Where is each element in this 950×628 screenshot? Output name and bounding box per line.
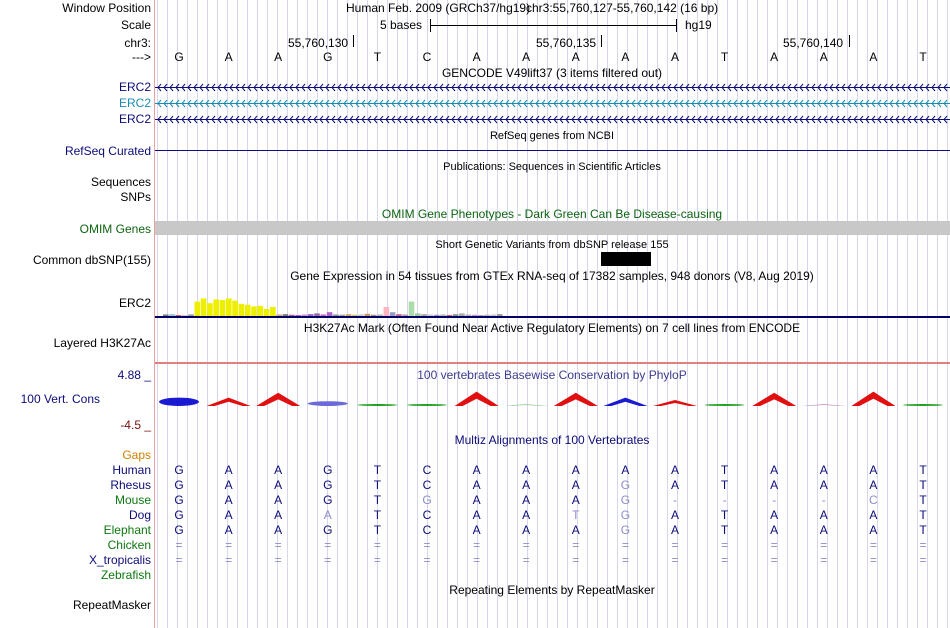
- alignment-base: =: [274, 553, 282, 567]
- alignment-base: =: [721, 538, 729, 552]
- alignment-base: -: [821, 493, 826, 507]
- alignment-base: =: [373, 553, 381, 567]
- alignment-base: =: [919, 538, 927, 552]
- alignment-base: =: [473, 553, 481, 567]
- phylop-base-mark: [554, 393, 598, 406]
- alignment-base: G: [323, 478, 333, 492]
- assembly-text: Human Feb. 2009 (GRCh37/hg19): [346, 1, 531, 15]
- gtex-tissue-bar[interactable]: [220, 300, 226, 316]
- gtex-tissue-bar[interactable]: [201, 298, 207, 316]
- reference-base: A: [224, 50, 233, 64]
- alignment-base: A: [274, 493, 283, 507]
- alignment-base: =: [225, 553, 233, 567]
- alignment-base: A: [571, 463, 580, 477]
- alignment-base: A: [522, 493, 531, 507]
- gtex-tissue-bar[interactable]: [245, 305, 251, 316]
- alignment-base: C: [422, 523, 432, 537]
- alignment-base: T: [373, 493, 382, 507]
- alignment-base: T: [720, 463, 729, 477]
- alignment-base: T: [373, 523, 382, 537]
- phylop-base-mark: [653, 400, 697, 406]
- reference-base: T: [373, 50, 382, 64]
- alignment-base: T: [572, 508, 580, 522]
- phylop-min-label: -4.5 _: [120, 418, 151, 432]
- alignment-base: T: [720, 478, 729, 492]
- gencode-track-title[interactable]: GENCODE V49lift37 (3 items filtered out): [441, 66, 663, 80]
- reference-base: A: [770, 50, 779, 64]
- coord-label-1: 55,760,130: [288, 36, 349, 50]
- alignment-base: T: [720, 508, 729, 522]
- alignment-base: T: [919, 478, 927, 492]
- alignment-base: =: [919, 553, 927, 567]
- scale-bar: [430, 25, 677, 26]
- alignment-base: G: [620, 508, 631, 522]
- omim-genes-label[interactable]: OMIM Genes: [79, 222, 151, 236]
- alignment-base: G: [620, 493, 631, 507]
- h3k27ac-track-title[interactable]: H3K27Ac Mark (Often Found Near Active Regulatory Elements) on 7 cell lines from ENCODE: [303, 321, 801, 335]
- gtex-tissue-bar[interactable]: [239, 304, 245, 316]
- coord-label-3: 55,760,140: [783, 36, 844, 50]
- alignment-base: G: [620, 523, 631, 537]
- alignment-base: =: [373, 538, 381, 552]
- gtex-erc2-label[interactable]: ERC2: [118, 296, 151, 310]
- phylop-base-mark: [903, 404, 943, 406]
- alignment-base: G: [174, 478, 184, 492]
- gtex-tissue-bar[interactable]: [213, 299, 219, 316]
- position-text: chr3:55,760,127-55,760,142 (16 bp): [526, 1, 719, 15]
- alignment-base: A: [869, 478, 878, 492]
- alignment-base: =: [324, 553, 332, 567]
- gtex-tissue-bar[interactable]: [258, 306, 264, 316]
- alignment-base: =: [671, 538, 679, 552]
- alignment-base: A: [670, 508, 679, 522]
- alignment-base: C: [422, 508, 432, 522]
- scale-db: hg19: [685, 18, 712, 32]
- reference-base: C: [422, 50, 432, 64]
- alignment-base: =: [274, 538, 282, 552]
- phylop-base-mark: [308, 401, 348, 406]
- reference-base: G: [174, 50, 184, 64]
- alignment-base: A: [323, 508, 332, 522]
- alignment-base: A: [274, 478, 283, 492]
- alignment-base: A: [472, 493, 481, 507]
- species-label[interactable]: Mouse: [114, 493, 151, 507]
- phylop-base-mark: [705, 404, 745, 406]
- alignment-base: A: [274, 508, 283, 522]
- gtex-gene-line: [155, 316, 950, 318]
- reference-base: A: [869, 50, 878, 64]
- phylop-base-mark: [407, 404, 447, 406]
- reference-base: A: [621, 50, 630, 64]
- alignment-base: G: [174, 523, 184, 537]
- reference-base: A: [571, 50, 580, 64]
- gtex-tissue-bar[interactable]: [226, 298, 232, 316]
- alignment-base: A: [571, 523, 580, 537]
- repeatmasker-track-title[interactable]: Repeating Elements by RepeatMasker: [449, 583, 655, 597]
- alignment-base: A: [819, 478, 828, 492]
- alignment-base: A: [819, 523, 828, 537]
- alignment-base: =: [473, 538, 481, 552]
- gtex-tissue-bar[interactable]: [195, 302, 201, 316]
- alignment-base: C: [422, 478, 432, 492]
- alignment-base: G: [323, 493, 333, 507]
- phylop-base-mark: [256, 393, 300, 406]
- alignment-base: -: [673, 493, 677, 507]
- dbsnp-track-title[interactable]: Short Genetic Variants from dbSNP release 155: [435, 239, 669, 251]
- species-label[interactable]: Rhesus: [110, 478, 151, 492]
- gtex-expression-chart[interactable]: [155, 284, 950, 318]
- common-dbsnp-label[interactable]: Common dbSNP(155): [32, 253, 151, 267]
- alignment-base: A: [472, 463, 481, 477]
- alignment-base: A: [274, 463, 283, 477]
- gencode-transcript-line[interactable]: [155, 99, 950, 108]
- gencode-chevrons: [155, 100, 950, 107]
- alignment-base: =: [324, 538, 332, 552]
- alignment-base: A: [770, 523, 779, 537]
- alignment-base: G: [323, 463, 333, 477]
- alignment-base: A: [571, 478, 580, 492]
- alignment-base: A: [522, 478, 531, 492]
- alignment-base: C: [422, 463, 432, 477]
- alignment-base: A: [472, 478, 481, 492]
- alignment-base: G: [422, 493, 432, 507]
- alignment-base: =: [423, 538, 431, 552]
- alignment-base: =: [770, 553, 778, 567]
- publications-track-title[interactable]: Publications: Sequences in Scientific Articles: [443, 161, 661, 173]
- phylop-base-mark: [207, 398, 251, 406]
- scale-bar-left-tick: [430, 19, 431, 32]
- refseq-curated-label[interactable]: RefSeq Curated: [64, 144, 151, 158]
- phylop-max-label: 4.88 _: [117, 368, 151, 382]
- alignment-base: T: [919, 493, 927, 507]
- gtex-tissue-bar[interactable]: [251, 306, 257, 316]
- phylop-base-mark: [802, 404, 846, 406]
- coord-label-2: 55,760,135: [536, 36, 597, 50]
- coord-tick-1: [353, 35, 354, 47]
- alignment-base: C: [869, 493, 878, 507]
- gtex-tissue-bar[interactable]: [207, 303, 213, 316]
- gencode-item-label-2[interactable]: ERC2: [118, 96, 151, 110]
- scale-text: 5 bases: [380, 18, 423, 32]
- alignment-base: -: [722, 493, 727, 507]
- layered-h3k27ac-label[interactable]: Layered H3K27Ac: [53, 336, 151, 350]
- phylop-base-mark: [603, 398, 647, 406]
- alignment-base: =: [621, 538, 629, 552]
- window-position-label: Window Position: [62, 1, 151, 15]
- alignment-base: A: [224, 523, 233, 537]
- species-label[interactable]: Dog: [128, 508, 151, 522]
- alignment-base: =: [671, 553, 679, 567]
- alignment-base: =: [869, 538, 877, 552]
- scale-label: Scale: [120, 18, 151, 32]
- alignment-base: G: [620, 478, 631, 492]
- alignment-base: =: [621, 553, 629, 567]
- repeatmasker-label[interactable]: RepeatMasker: [72, 598, 151, 612]
- alignment-base: A: [522, 463, 531, 477]
- phylop-base-mark: [851, 392, 895, 406]
- alignment-base: A: [670, 523, 679, 537]
- alignment-base: T: [919, 523, 927, 537]
- alignment-base: A: [274, 523, 283, 537]
- gencode-chevrons: [155, 84, 950, 91]
- alignment-base: =: [225, 538, 233, 552]
- phylop-track-title[interactable]: 100 vertebrates Basewise Conservation by PhyloP: [417, 368, 687, 382]
- alignment-base: T: [919, 463, 927, 477]
- alignment-base: A: [869, 508, 878, 522]
- alignment-base: A: [522, 508, 531, 522]
- refseq-track-title[interactable]: RefSeq genes from NCBI: [489, 130, 615, 142]
- alignment-base: A: [224, 508, 233, 522]
- alignment-base: A: [869, 523, 878, 537]
- alignment-base: A: [770, 478, 779, 492]
- omim-gene-bar[interactable]: [155, 221, 950, 235]
- gtex-tissue-bar[interactable]: [384, 307, 390, 316]
- alignment-base: T: [373, 463, 382, 477]
- alignment-base: =: [423, 553, 431, 567]
- gtex-tissue-bar[interactable]: [232, 301, 238, 316]
- alignment-base: A: [571, 493, 580, 507]
- species-label[interactable]: X_tropicalis: [88, 553, 151, 567]
- reference-base: G: [323, 50, 333, 64]
- dbsnp-variant[interactable]: [601, 252, 651, 266]
- gtex-track-title[interactable]: Gene Expression in 54 tissues from GTEx RNA-seq of 17382 samples, 948 donors (V8, Aug 2019): [290, 269, 814, 283]
- alignment-base: A: [670, 463, 679, 477]
- species-label[interactable]: Elephant: [103, 523, 151, 537]
- refseq-gene-line[interactable]: [155, 150, 950, 151]
- alignment-base: =: [572, 553, 580, 567]
- h3k27ac-signal-line: [155, 362, 950, 364]
- phylop-base-mark: [752, 393, 796, 406]
- phylop-base-mark: [159, 398, 199, 406]
- reference-base: A: [670, 50, 679, 64]
- species-label[interactable]: Chicken: [107, 538, 151, 552]
- gencode-chevrons: [155, 116, 950, 123]
- alignment-base: A: [819, 508, 828, 522]
- phylop-base-mark: [455, 392, 499, 406]
- coord-tick-2: [601, 35, 602, 47]
- alignment-base: =: [572, 538, 580, 552]
- alignment-base: A: [472, 523, 481, 537]
- coord-tick-3: [849, 35, 850, 47]
- alignment-base: T: [373, 508, 382, 522]
- scale-bar-right-tick: [676, 19, 677, 32]
- alignment-base: A: [670, 478, 679, 492]
- gtex-tissue-bar[interactable]: [264, 309, 270, 316]
- gencode-item-label-3[interactable]: ERC2: [118, 112, 151, 126]
- alignment-base: =: [721, 553, 729, 567]
- reference-base: T: [720, 50, 729, 64]
- chr-label: chr3:: [124, 36, 151, 50]
- gtex-tissue-bar[interactable]: [270, 307, 276, 316]
- reference-base: A: [522, 50, 531, 64]
- phylop-base-mark: [357, 404, 397, 406]
- omim-track-title[interactable]: OMIM Gene Phenotypes - Dark Green Can Be Disease-causing: [381, 207, 723, 221]
- multiz-track-title[interactable]: Multiz Alignments of 100 Vertebrates: [454, 433, 650, 447]
- alignment-base: G: [323, 523, 333, 537]
- species-label[interactable]: Zebrafish: [100, 568, 151, 582]
- alignment-base: =: [820, 553, 828, 567]
- gaps-label: Gaps: [122, 448, 151, 462]
- alignment-base: G: [174, 493, 184, 507]
- alignment-base: =: [820, 538, 828, 552]
- phylop-label[interactable]: 100 Vert. Cons: [20, 392, 100, 406]
- alignment-base: A: [522, 523, 531, 537]
- gencode-transcript-line[interactable]: [155, 83, 950, 92]
- alignment-base: G: [174, 463, 184, 477]
- phylop-base-mark: [504, 404, 548, 406]
- alignment-base: =: [522, 538, 530, 552]
- alignment-base: A: [224, 463, 233, 477]
- alignment-base: -: [772, 493, 777, 507]
- reference-base: A: [472, 50, 481, 64]
- alignment-base: A: [819, 463, 828, 477]
- alignment-base: T: [373, 478, 382, 492]
- alignment-base: =: [175, 553, 183, 567]
- alignment-base: A: [770, 463, 779, 477]
- alignment-base: A: [770, 508, 779, 522]
- gtex-tissue-bar[interactable]: [409, 302, 415, 316]
- alignment-base: A: [869, 463, 878, 477]
- alignment-base: T: [720, 523, 729, 537]
- species-label[interactable]: Human: [112, 463, 151, 477]
- alignment-base: =: [175, 538, 183, 552]
- reference-base: T: [919, 50, 927, 64]
- gencode-transcript-line[interactable]: [155, 115, 950, 124]
- track-data-area[interactable]: [155, 0, 950, 628]
- track-label-column: [0, 0, 155, 628]
- reference-base: A: [819, 50, 828, 64]
- alignment-base: G: [174, 508, 184, 522]
- alignment-base: =: [869, 553, 877, 567]
- phylop-logo[interactable]: [155, 382, 950, 412]
- alignment-base: A: [224, 493, 233, 507]
- alignment-base: =: [770, 538, 778, 552]
- alignment-base: A: [224, 478, 233, 492]
- strand-label: --->: [132, 50, 151, 64]
- gencode-item-label-1[interactable]: ERC2: [118, 80, 151, 94]
- alignment-base: A: [621, 463, 630, 477]
- alignment-base: T: [919, 508, 927, 522]
- sequences-label[interactable]: Sequences: [90, 175, 151, 189]
- snps-label[interactable]: SNPs: [120, 190, 151, 204]
- alignment-base: A: [472, 508, 481, 522]
- reference-base: A: [274, 50, 283, 64]
- alignment-base: =: [522, 553, 530, 567]
